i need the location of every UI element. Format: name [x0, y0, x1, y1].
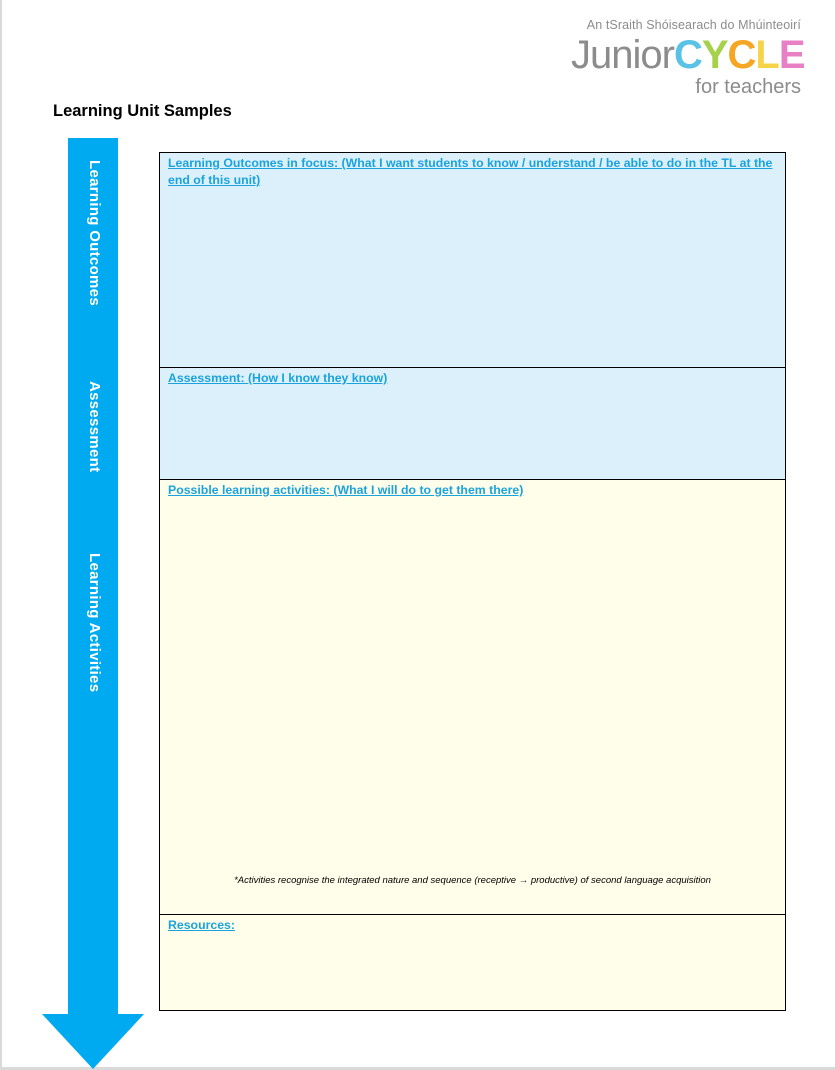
resources-heading: Resources: [168, 918, 235, 932]
arrow-label-learning-outcomes: Learning Outcomes [86, 160, 103, 306]
assessment-section[interactable] [160, 368, 785, 480]
learning-outcomes-section[interactable] [160, 153, 785, 368]
page-title: Learning Unit Samples [53, 102, 232, 120]
logo-cycle-letter-2: C [727, 33, 756, 77]
logo-wordmark [571, 33, 805, 77]
logo-cycle-letter-3: L [755, 33, 779, 77]
logo-cycle-letter-4: E [778, 33, 805, 77]
logo-tagline: An tSraith Shóisearach do Mhúinteoirí [586, 18, 801, 32]
logo-cycle-text [674, 33, 805, 77]
logo-cycle-letter-0: C [673, 33, 702, 77]
unit-plan-table [159, 152, 786, 1011]
arrow-label-assessment: Assessment [86, 381, 103, 473]
learning-activities-section[interactable] [160, 480, 785, 915]
logo-junior-text: Junior [571, 33, 674, 77]
arrow-label-learning-activities: Learning Activities [86, 553, 103, 693]
logo-cycle-letter-1: Y [701, 33, 728, 77]
resources-section[interactable] [160, 915, 785, 1010]
learning-activities-heading: Possible learning activities: (What I will do to get them there) [168, 483, 524, 497]
activities-footnote: *Activities recognise the integrated nature and sequence (receptive → productive) of second language acquisition [234, 875, 711, 886]
learning-outcomes-heading: Learning Outcomes in focus: (What I want students to know / understand / be able to do in the TL at the end of this unit) [168, 156, 773, 187]
junior-cycle-logo [571, 18, 805, 108]
assessment-heading: Assessment: (How I know they know) [168, 371, 388, 385]
logo-subtitle: for teachers [695, 76, 801, 98]
page-left-edge [0, 0, 2, 1070]
